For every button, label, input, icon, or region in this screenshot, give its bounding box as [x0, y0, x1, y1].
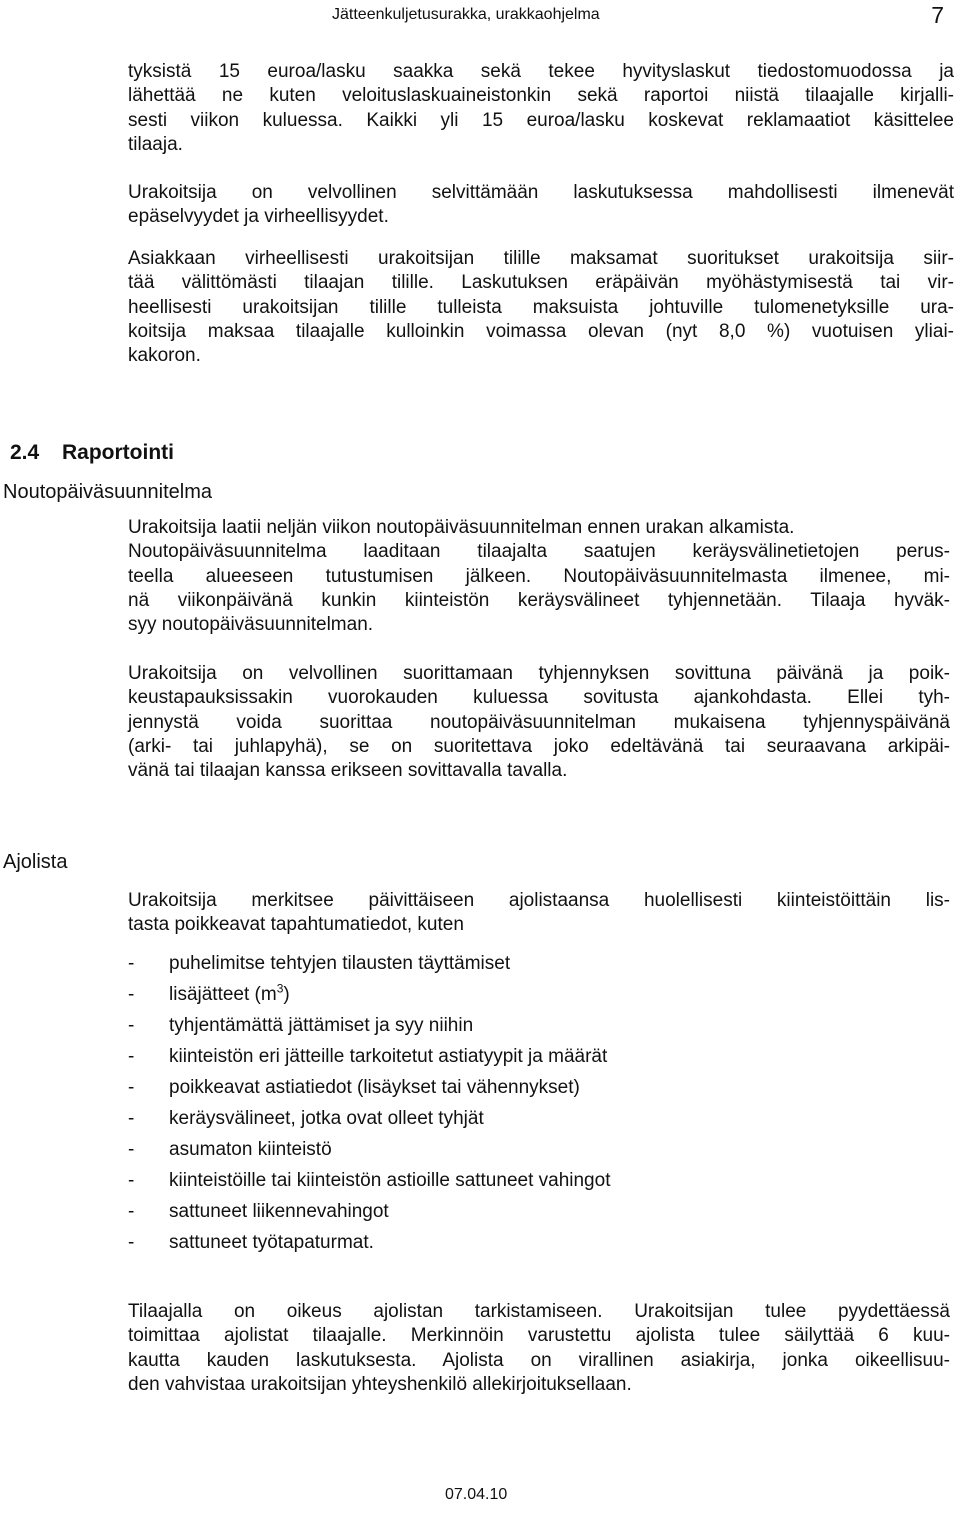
- text-line: tasta poikkeavat tapahtumatiedot, kuten: [128, 914, 464, 936]
- text-line: sesti viikon kuluessa. Kaikki yli 15 euroa/lasku koskevat reklamaatiot käsittelee: [128, 109, 954, 131]
- list-item-text: puhelimitse tehtyjen tilausten täyttämiset: [169, 953, 511, 974]
- text-line: epäselvyydet ja virheellisyydet.: [128, 206, 389, 228]
- list-item-text: tyhjentämättä jättämiset ja syy niihin: [169, 1015, 474, 1036]
- list-dash: -: [128, 1046, 135, 1067]
- text-line: kakoron.: [128, 345, 201, 367]
- text-line: Urakoitsija on velvollinen suorittamaan tyhjennyksen sovittuna päivänä ja poik-: [128, 663, 950, 684]
- superscript-3: 3: [276, 981, 284, 996]
- text-line: (arki- tai juhlapyhä), se on suoritettava joko edeltävänä tai seuraavana arkipäi-: [128, 735, 950, 757]
- list-dash: -: [128, 1077, 135, 1098]
- text-line: kautta kauden laskutuksesta. Ajolista on virallinen asiakirja, jonka oikeellisuu-: [128, 1349, 950, 1371]
- list-dash: -: [128, 984, 135, 1005]
- paragraph-billing-clarification: [128, 181, 954, 230]
- text-line: vänä tai tilaajan kanssa erikseen sovittavalla tavalla.: [128, 760, 568, 782]
- section-number: 2.4: [10, 441, 40, 464]
- text-line: Asiakkaan virheellisesti urakoitsijan tilille maksamat suoritukset urakoitsija siir-: [128, 248, 954, 269]
- closing-paren: ): [283, 984, 290, 1005]
- running-header: Jätteenkuljetusurakka, urakkaohjelma: [332, 6, 600, 23]
- side-label-route-list: Ajolista: [3, 851, 68, 873]
- side-label-pickup-plan: Noutopäiväsuunnitelma: [3, 481, 213, 503]
- section-title: Raportointi: [62, 441, 174, 464]
- text-line: syy noutopäiväsuunnitelman.: [128, 614, 374, 636]
- text-line: lähettää ne kuten veloituslaskuaineistonkin sekä raportoi niistä tilaajalle kirjalli-: [128, 85, 954, 107]
- text-line: koitsija maksaa tilaajalle kulloinkin voimassa olevan (nyt 8,0 %) vuotuisen yliai-: [128, 320, 954, 342]
- paragraph-invoices: [128, 60, 954, 157]
- list-dash: -: [128, 1201, 135, 1222]
- list-dash: -: [128, 1108, 135, 1129]
- list-item-text: asumaton kiinteistö: [169, 1139, 332, 1160]
- paragraph-misdirected-payments: [128, 247, 954, 368]
- list-dash: -: [128, 1139, 135, 1160]
- text-line: Tilaajalla on oikeus ajolistan tarkistamiseen. Urakoitsijan tulee pyydettäessä: [128, 1301, 950, 1322]
- text-line: Urakoitsija on velvollinen selvittämään laskutuksessa mahdollisesti ilmenevät: [128, 182, 954, 203]
- list-item-text-main: lisäjätteet (m: [169, 984, 277, 1005]
- list-item-text: poikkeavat astiatiedot (lisäykset tai vähennykset): [169, 1077, 580, 1098]
- page-number: 7: [931, 2, 944, 28]
- footer-date: 07.04.10: [445, 1486, 508, 1503]
- text-line: jennystä voida suorittaa noutopäiväsuunnitelman mukaisena tyhjennyspäivänä: [128, 711, 950, 733]
- list-item-text: keräysvälineet, jotka ovat olleet tyhjät: [169, 1108, 484, 1129]
- paragraph-route-list-intro: [128, 889, 950, 938]
- list-dash: -: [128, 1170, 135, 1191]
- text-line: teella alueeseen tutustumisen jälkeen. Noutopäiväsuunnitelmasta ilmenee, mi-: [128, 565, 950, 587]
- list-item-text: kiinteistöille tai kiinteistön astioille sattuneet vahingot: [169, 1170, 611, 1191]
- list-dash: -: [128, 953, 135, 974]
- list-dash: -: [128, 1015, 135, 1036]
- list-item-text: sattuneet työtapaturmat.: [169, 1232, 374, 1253]
- text-line: Noutopäiväsuunnitelma laaditaan tilaajalta saatujen keräysvälinetietojen perus-: [128, 541, 950, 563]
- text-line: Urakoitsija laatii neljän viikon noutopäiväsuunnitelman ennen urakan alkamista.: [128, 517, 795, 538]
- list-item-text: sattuneet liikennevahingot: [169, 1201, 389, 1222]
- text-line: tää välittömästi tilaajan tilille. Laskutuksen eräpäivän myöhästymisestä tai vir-: [128, 272, 954, 294]
- text-line: keustapauksissakin vuorokauden kuluessa sovitusta ajankohdasta. Ellei tyh-: [128, 687, 950, 709]
- text-line: nä viikonpäivänä kunkin kiinteistön keräysvälineet tyhjennetään. Tilaaja hyväk-: [128, 589, 950, 611]
- text-line: Urakoitsija merkitsee päivittäiseen ajolistaansa huolellisesti kiinteistöittäin lis-: [128, 890, 950, 911]
- text-line: tyksistä 15 euroa/lasku saakka sekä tekee hyvityslaskut tiedostomuodossa ja: [128, 61, 954, 82]
- list-dash: -: [128, 1232, 135, 1253]
- list-item-text: [169, 981, 290, 1006]
- paragraph-emptying-schedule: [128, 662, 950, 783]
- paragraph-pickup-plan: [128, 516, 950, 637]
- paragraph-route-list-outro: [128, 1300, 950, 1397]
- text-line: den vahvistaa urakoitsijan yhteyshenkilö allekirjoituksellaan.: [128, 1373, 632, 1395]
- text-line: toimittaa ajolistat tilaajalle. Merkinnöin varustettu ajolista tulee säilyttää 6 kuu-: [128, 1325, 950, 1347]
- text-line: heellisesti urakoitsijan tilille tulleista maksuista johtuville tulomenetyksille ura-: [128, 296, 954, 318]
- text-line: tilaaja.: [128, 133, 183, 155]
- list-item-text: kiinteistön eri jätteille tarkoitetut astiatyypit ja määrät: [169, 1046, 608, 1067]
